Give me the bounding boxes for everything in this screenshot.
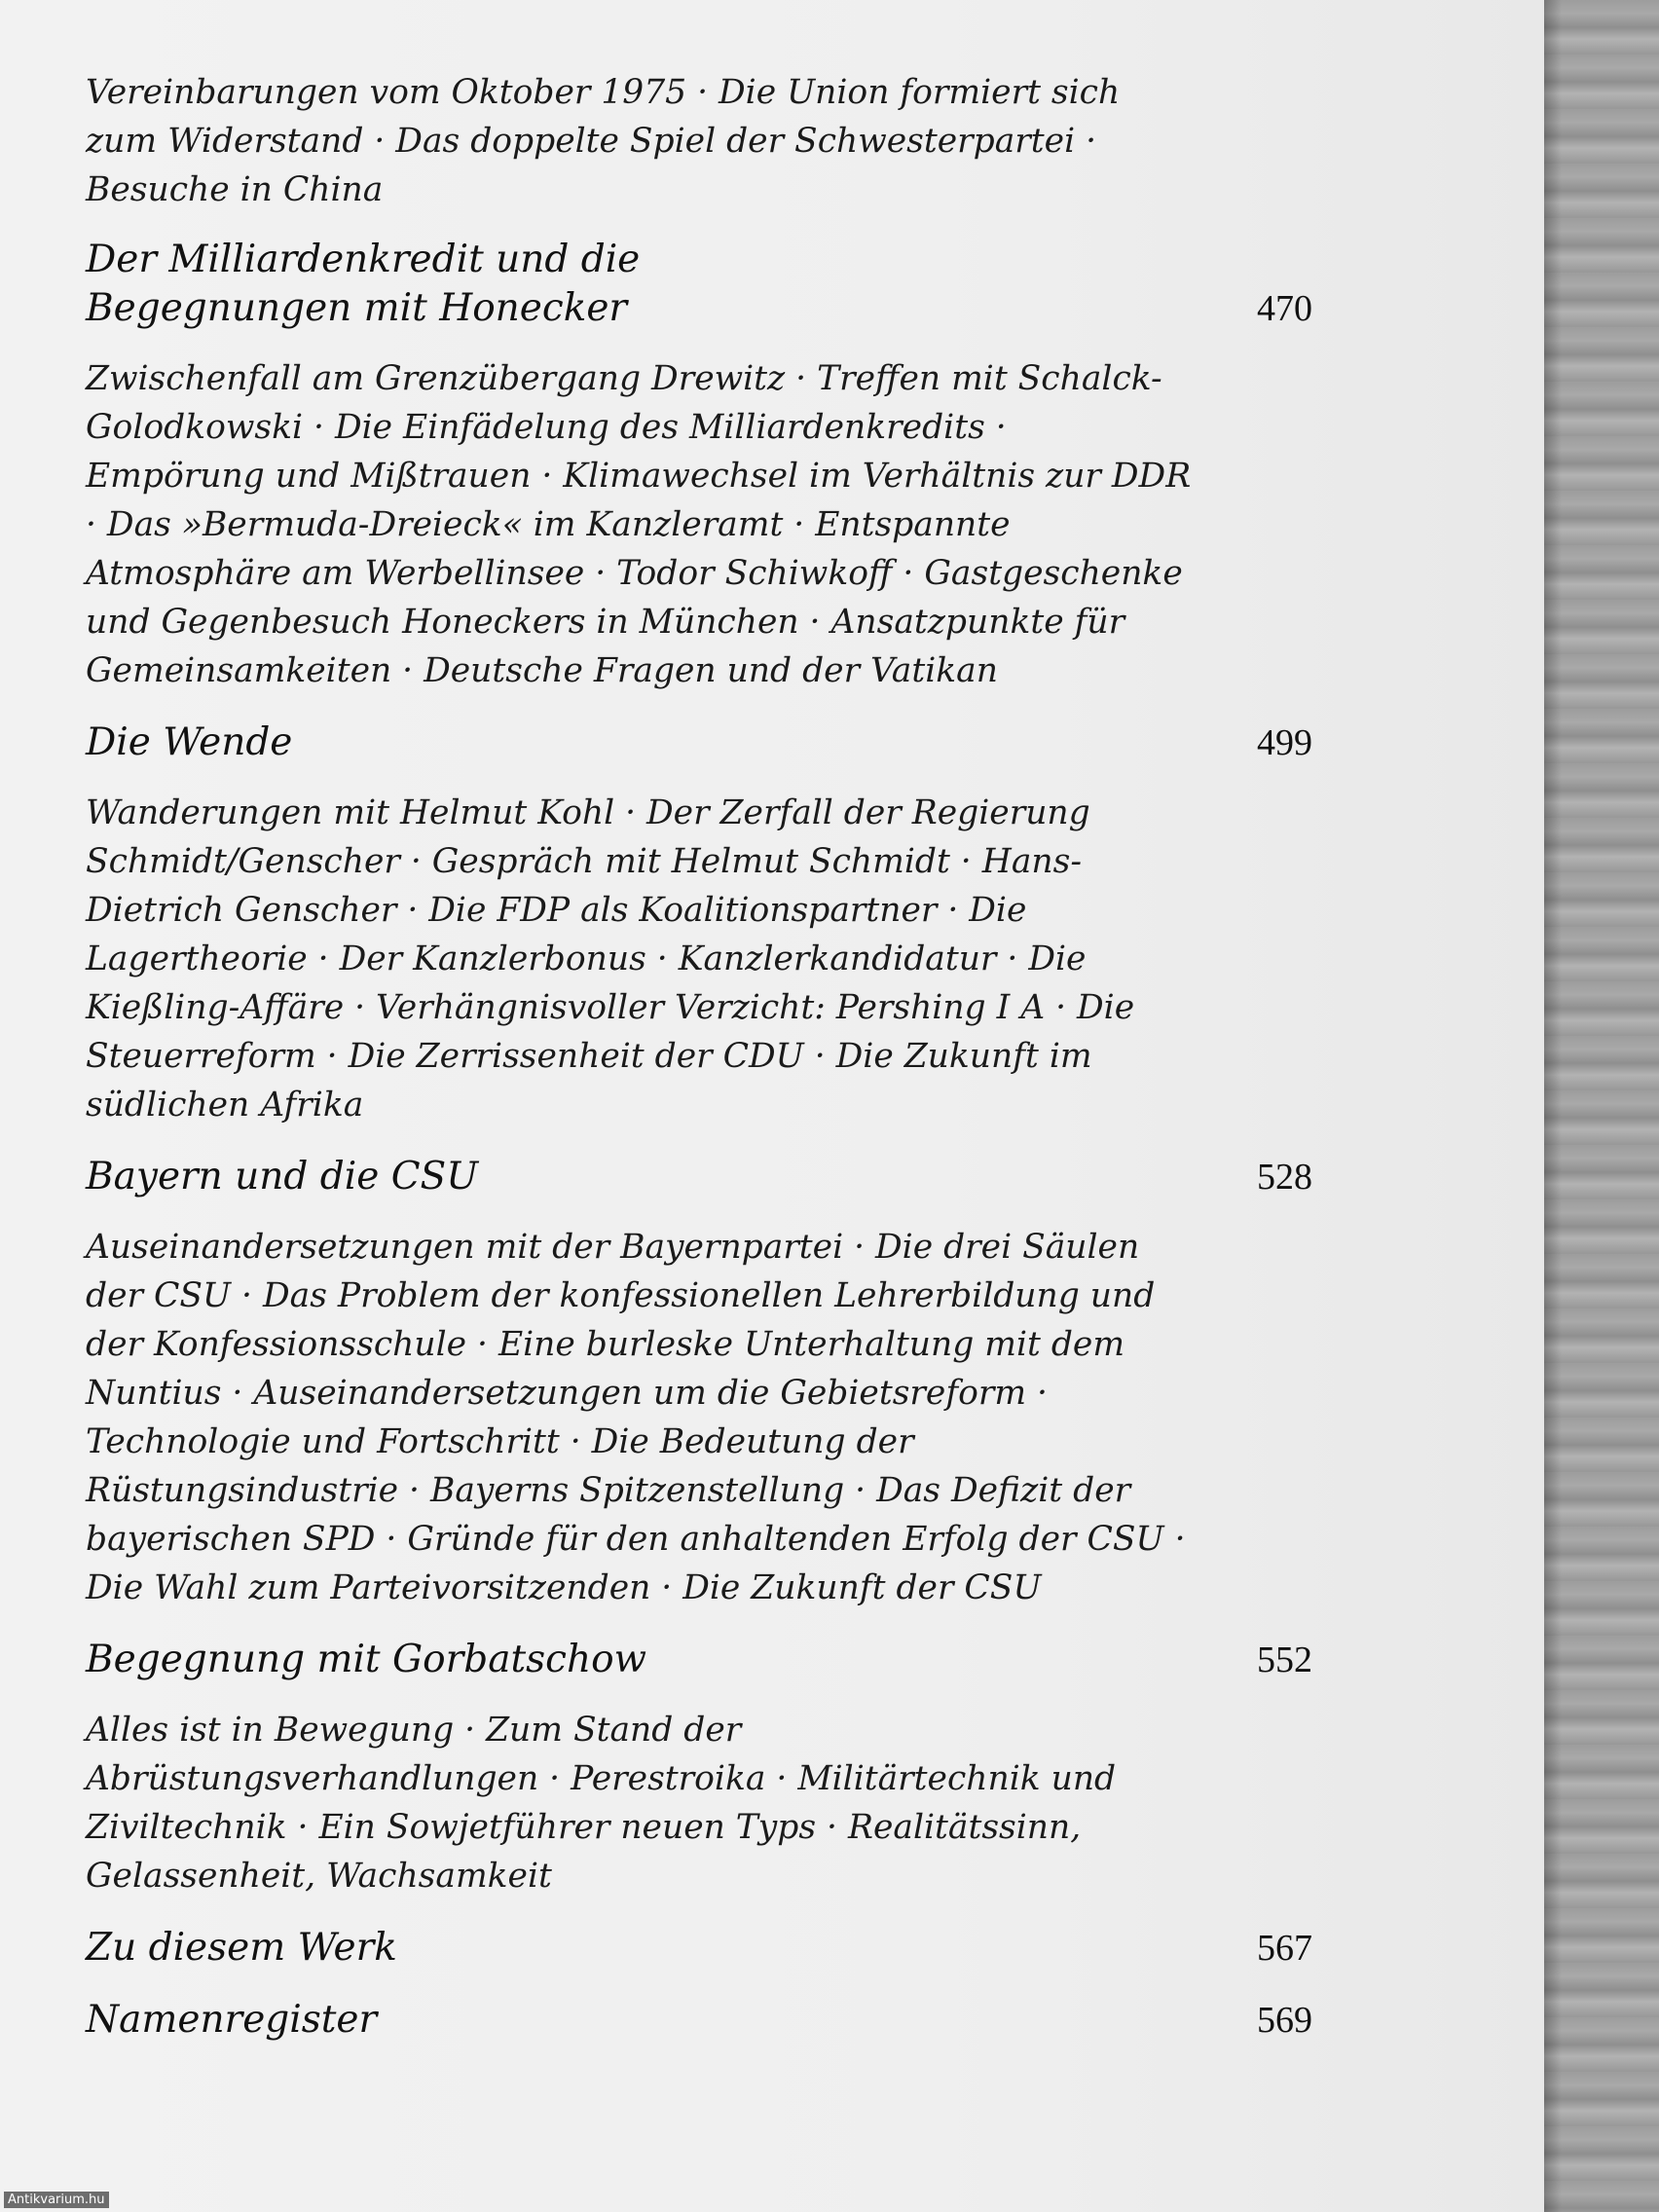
chapter-title: Bayern und die CSU [86, 1155, 479, 1198]
page-edge-shadow [1544, 0, 1562, 2212]
toc-entry-milliardenkredit [86, 236, 1312, 695]
page-number: 552 [1257, 1640, 1312, 1680]
chapter-description: Zwischenfall am Grenzübergang Drewitz · Treffen mit Schalck-Golodkowski · Die Einfädelung des Milliardenkredits · Empörung und Mißtrauen · Klimawechsel im Verhältnis zur DDR · Das »Bermuda-Dreieck« im Kanzleramt · Entspannte Atmosphäre am Werbellinsee · Todor Schiwkoff · Gastgeschenke und Gegenbesuch Honeckers in München · Ansatzpunkte für Gemeinsamkeiten · Deutsche Fragen und der Vatikan [86, 359, 1192, 690]
page-number: 470 [1257, 288, 1312, 329]
toc-entry-bayern-csu [86, 1153, 1312, 1612]
toc-entry-die-wende [86, 719, 1312, 1129]
chapter-title: Der Milliardenkredit und die Begegnungen mit Honecker [86, 238, 641, 330]
watermark: Antikvarium.hu [4, 2192, 109, 2208]
page-number: 569 [1257, 2000, 1312, 2041]
page-number: 567 [1257, 1928, 1312, 1969]
chapter-title: Begegnung mit Gorbatschow [86, 1638, 646, 1681]
page-number: 499 [1257, 722, 1312, 763]
chapter-description: Auseinandersetzungen mit der Bayernpartei · Die drei Säulen der CSU · Das Problem der konfessionellen Lehrerbildung und der Konfessionsschule · Eine burleske Unterhaltung mit dem Nuntius · Auseinandersetzungen um die Gebietsreform · Technologie und Fortschritt · Die Bedeutung der Rüstungsindustrie · Bayerns Spitzenstellung · Das Defizit der bayerischen SPD · Gründe für den anhaltenden Erfolg der CSU · Die Wahl zum Parteivorsitzenden · Die Zukunft der CSU [86, 1228, 1186, 1607]
chapter-description: Wanderungen mit Helmut Kohl · Der Zerfall der Regierung Schmidt/Genscher · Gespräch mit Helmut Schmidt · Hans-Dietrich Genscher · Die FDP als Koalitionspartner · Die Lagertheorie · Der Kanzlerbonus · Kanzlerkandidatur · Die Kießling-Affäre · Verhängnisvoller Verzicht: Pershing I A · Die Steuerreform · Die Zerrissenheit der CDU · Die Zukunft im südlichen Afrika [86, 793, 1135, 1124]
page-number: 528 [1257, 1157, 1312, 1198]
toc-entry-head [86, 1924, 1312, 1972]
toc-entry-head [86, 1153, 1312, 1201]
table-of-contents [86, 68, 1312, 2045]
toc-entry-head [86, 1636, 1312, 1684]
toc-entry-gorbatschow [86, 1636, 1312, 1900]
chapter-title: Die Wende [86, 720, 293, 764]
chapter-title: Namenregister [86, 1998, 378, 2042]
toc-entry-head [86, 719, 1312, 767]
toc-entry-head [86, 236, 1312, 333]
chapter-description: Alles ist in Bewegung · Zum Stand der Abrüstungsverhandlungen · Perestroika · Militärtechnik und Ziviltechnik · Ein Sowjetführer neuen Typs · Realitätssinn, Gelassenheit, Wachsamkeit [86, 1711, 1117, 1896]
chapter-title: Zu diesem Werk [86, 1926, 397, 1970]
toc-entry-zu-diesem-werk [86, 1924, 1312, 1972]
previous-chapter-description: Vereinbarungen vom Oktober 1975 · Die Union formiert sich zum Widerstand · Das doppelte Spiel der Schwesterpartei · Besuche in China [86, 73, 1121, 209]
toc-entry-head [86, 1996, 1312, 2045]
toc-entry-namenregister [86, 1996, 1312, 2045]
